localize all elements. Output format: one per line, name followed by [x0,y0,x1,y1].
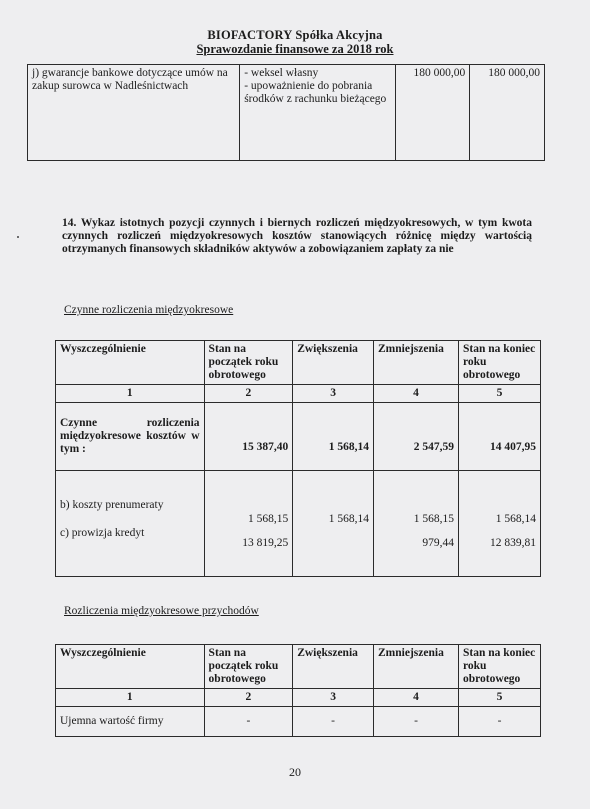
cell-value: 1 568,15 [247,513,289,525]
col-number: 3 [293,689,374,707]
spacer [463,526,536,537]
col-header-opening: Stan na początek roku obrotowego [204,645,293,689]
col-header-item: Wyszczególnienie [56,341,205,385]
guarantee-collateral [240,65,395,161]
guarantee-amount-2: 180 000,00 [470,65,545,161]
row-label: Czynne rozliczenia międzyokresowe kosztów w tym : [56,403,205,471]
deferred-income-table [55,644,541,737]
cell-value: - [374,707,459,737]
cell-value: 13 819,25 [242,537,289,549]
table-row [56,471,541,577]
spacer [60,512,200,527]
col-number: 1 [56,689,205,707]
cell-value: 1 568,14 [328,513,370,525]
col-header-opening: Stan na początek roku obrotowego [204,341,293,385]
table-row [56,707,541,737]
report-title: Sprawozdanie finansowe za 2018 rok [196,42,394,56]
cell-value: 12 839,81 [490,537,536,549]
cell-value: - [459,707,541,737]
col-number: 3 [293,385,374,403]
table-row [56,403,541,471]
cell-value: 15 387,40 [204,403,293,471]
col-header-decrease: Zmniejszenia [374,645,459,689]
guarantees-table [27,64,545,161]
section-14-title: 14. Wykaz istotnych pozycji czynnych i biernych rozliczeń międzyokresowych, w tym kwota czynnych rozliczeń międzyokresowych kosztów stanowiących różnicę między wartością otrzymanych finansowych składników aktywów a zobowiązaniem zapłaty za nie [62,217,532,255]
table2-caption: Rozliczenia międzyokresowe przychodów [64,605,259,617]
spacer [297,526,369,537]
col-number: 2 [204,385,293,403]
cell-value: 2 547,59 [374,403,459,471]
prepayments-table [55,340,541,577]
spacer [209,526,289,537]
table1-caption: Czynne rozliczenia międzyokresowe [64,304,234,316]
col-number: 4 [374,385,459,403]
col-header-closing: Stan na koniec roku obrotowego [459,645,541,689]
col-number: 5 [459,385,541,403]
col-number: 2 [204,689,293,707]
cell-value: 1 568,14 [495,513,536,525]
row-label: Ujemna wartość firmy [56,707,205,737]
spacer [378,526,454,537]
col-number: 5 [459,689,541,707]
guarantee-amount-1: 180 000,00 [395,65,470,161]
page-number: 20 [289,765,301,779]
cell-value: 14 407,95 [459,403,541,471]
collateral-line: - weksel własny [244,67,319,79]
collateral-line: - upoważnienie do pobrania środków z rachunku bieżącego [244,80,387,105]
col-header-closing: Stan na koniec roku obrotowego [459,341,541,385]
col-number: 4 [374,689,459,707]
col-header-increase: Zwiększenia [293,341,374,385]
col-number: 1 [56,385,205,403]
guarantee-description: j) gwarancje bankowe dotyczące umów na zakup surowca w Nadleśnictwach [28,65,240,161]
cell-value: - [204,707,293,737]
cell-value: 1 568,14 [293,403,374,471]
col-header-item: Wyszczególnienie [56,645,205,689]
col-header-decrease: Zmniejszenia [374,341,459,385]
company-name: BIOFACTORY Spółka Akcyjna [207,28,383,42]
cell-value: - [293,707,374,737]
row-label: b) koszty prenumeraty [60,499,164,511]
row-label: c) prowizja kredyt [60,527,145,539]
scan-speck [17,236,19,238]
cell-value: 1 568,15 [413,513,455,525]
col-header-increase: Zwiększenia [293,645,374,689]
cell-value: 979,44 [422,537,455,549]
